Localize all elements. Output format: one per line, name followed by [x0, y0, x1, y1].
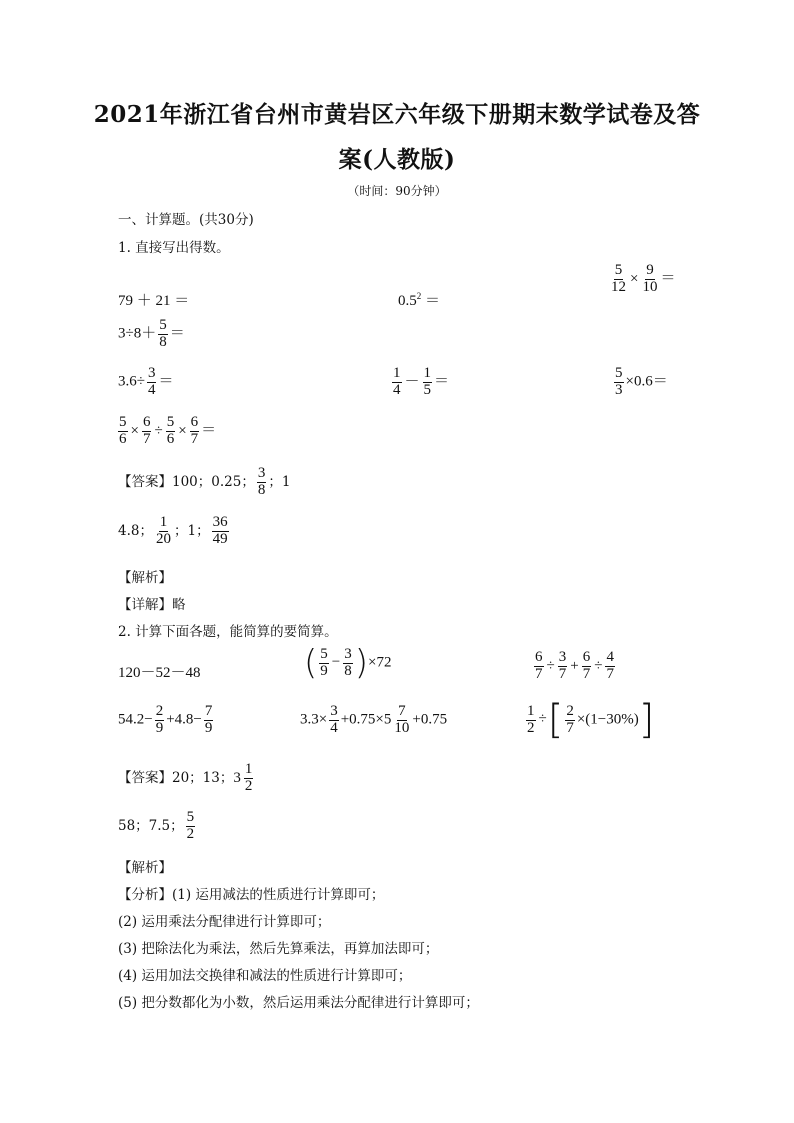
denominator: 2: [186, 825, 195, 842]
denominator: 9: [155, 719, 164, 736]
numerator: 4: [606, 649, 614, 665]
equals-sign: ＝: [434, 373, 450, 390]
expr-middle: +4.8−: [166, 711, 202, 728]
expr-prefix: 3.3×: [300, 711, 328, 728]
q2-expr-4: [118, 704, 215, 737]
expr-prefix: 54.2−: [118, 711, 153, 728]
q2-note-2: (2) 运用乘法分配律进行计算即可；: [118, 914, 331, 930]
fraction: [558, 650, 568, 683]
denominator: 6: [166, 430, 175, 447]
equals-sign: ＝: [660, 270, 676, 287]
fraction: [204, 704, 214, 737]
denominator: 8: [344, 662, 352, 679]
fraction: [423, 366, 433, 399]
right-paren: ): [354, 643, 368, 683]
operator: ÷: [154, 422, 163, 439]
fraction: [392, 366, 402, 399]
q2-note-4: (4) 运用加法交换律和减法的性质进行计算即可；: [118, 968, 412, 984]
numerator: 1: [527, 702, 535, 719]
q2-expr-2: [304, 643, 392, 683]
q2-expr-6: [524, 697, 655, 743]
q1-expr-2-exp: 2: [416, 291, 422, 301]
q1-expr-2: [398, 289, 440, 310]
numerator: 6: [535, 649, 543, 665]
operator: −: [331, 654, 341, 671]
fraction: [257, 466, 267, 499]
fraction: [393, 704, 410, 737]
operator: +: [570, 657, 579, 674]
numerator: 3: [344, 645, 352, 662]
q1-answer-line2: [118, 515, 231, 548]
numerator: 3: [558, 649, 567, 665]
right-bracket: ]: [638, 697, 655, 743]
denominator: 20: [155, 530, 171, 547]
expr-suffix: ×72: [368, 654, 392, 671]
left-bracket: [: [547, 697, 564, 743]
question-1-prompt: 1. 直接写出得数。: [118, 240, 230, 256]
denominator: 7: [606, 665, 614, 682]
fraction: [142, 415, 152, 448]
q2-answer-line2: [118, 810, 197, 843]
q1-expr-2-eq: ＝: [421, 293, 441, 309]
denominator: 7: [566, 719, 574, 736]
denominator: 7: [190, 430, 199, 447]
fraction: [166, 415, 176, 448]
numerator: 5: [320, 645, 328, 662]
denominator: 7: [558, 665, 567, 682]
fraction: [534, 650, 544, 683]
expr-middle: +0.75×5: [340, 711, 392, 728]
operator: ×: [178, 422, 187, 439]
expr-prefix: 3.6÷: [118, 373, 145, 390]
q2-note-3: (3) 把除法化为乘法，然后先算乘法，再算加法即可；: [118, 941, 439, 957]
expr-suffix: +0.75: [412, 711, 448, 728]
q1-expr-5: [118, 366, 174, 399]
denominator: 2: [527, 719, 535, 736]
fraction: [610, 263, 627, 296]
denominator: 49: [212, 530, 228, 547]
q1-detail: 【详解】略: [118, 597, 186, 613]
answer-values: 20；13；: [172, 769, 234, 786]
denominator: 7: [582, 665, 591, 682]
numerator: 7: [398, 703, 406, 719]
q1-expr-7: [612, 366, 668, 399]
numerator: 6: [582, 649, 591, 665]
fraction: [244, 762, 254, 795]
fraction: [526, 704, 536, 737]
numerator: 3: [257, 465, 266, 481]
denominator: 6: [119, 430, 127, 447]
denominator: 4: [330, 719, 338, 736]
denominator: 5: [423, 381, 432, 398]
q2-note-5: (5) 把分数都化为小数，然后运用乘法分配律进行计算即可；: [118, 995, 479, 1011]
q1-expr-1: 79 ＋ 21 ＝: [118, 293, 190, 309]
fraction: [565, 704, 575, 737]
numerator: 5: [166, 414, 175, 430]
document-title-line2: 案(人教版): [338, 146, 456, 173]
answer-values: 100；0.25；: [172, 473, 255, 490]
denominator: 4: [393, 381, 401, 398]
numerator: 5: [186, 809, 195, 825]
q1-expr-4: [118, 318, 185, 351]
fraction: [158, 318, 168, 351]
numerator: 1: [423, 365, 432, 381]
fraction: [186, 810, 196, 843]
answer-values: 58；7.5；: [118, 817, 184, 834]
mixed-number: [233, 762, 255, 795]
numerator: 36: [212, 514, 228, 530]
operator: ×: [130, 422, 139, 439]
whole-part: 3: [233, 769, 241, 786]
answer-label: 【答案】: [118, 769, 172, 786]
numerator: 5: [615, 365, 623, 381]
q2-answer-line1: [118, 762, 255, 795]
numerator: 3: [147, 365, 156, 381]
denominator: 7: [535, 665, 543, 682]
numerator: 5: [614, 262, 623, 278]
denominator: 7: [142, 430, 151, 447]
section-heading: 一、计算题。(共30分): [118, 212, 254, 228]
document-title-line1: 2021年浙江省台州市黄岩区六年级下册期末数学试卷及答: [93, 101, 701, 128]
equals-sign: ＝: [201, 422, 217, 439]
numerator: 1: [244, 761, 253, 777]
denominator: 10: [394, 719, 410, 736]
left-paren: (: [304, 643, 318, 683]
fraction: [582, 650, 592, 683]
q2-analysis-label: 【解析】: [118, 860, 172, 876]
denominator: 9: [320, 662, 328, 679]
fraction: [155, 515, 172, 548]
expr-suffix: ×(1−30%): [576, 711, 639, 728]
q2-expr-5: [300, 704, 447, 737]
fraction: [605, 650, 615, 683]
question-2-prompt: 2. 计算下面各题，能简算的要简算。: [118, 624, 338, 640]
equals-sign: ＝: [169, 325, 185, 342]
fraction: [641, 263, 658, 296]
expr-suffix: ×0.6＝: [625, 373, 668, 390]
expr-prefix: 3÷8＋: [118, 325, 157, 342]
numerator: 5: [159, 317, 167, 333]
q2-expr-3: [532, 650, 617, 683]
numerator: 2: [155, 703, 164, 719]
fraction: [319, 647, 329, 680]
operator: ÷: [594, 657, 603, 674]
answer-values: ；1；: [173, 522, 210, 539]
fraction: [212, 515, 229, 548]
numerator: 9: [646, 262, 654, 278]
fraction: [329, 704, 339, 737]
numerator: 3: [330, 703, 338, 719]
numerator: 7: [204, 703, 213, 719]
q1-analysis-label: 【解析】: [118, 570, 172, 586]
q1-expr-8: [116, 415, 216, 448]
operator: ÷: [538, 711, 547, 728]
denominator: 3: [615, 381, 623, 398]
answer-values: ；1: [268, 473, 291, 490]
numerator: 2: [566, 702, 574, 719]
answer-label: 【答案】: [118, 473, 172, 490]
fraction: [614, 366, 624, 399]
fraction: [147, 366, 157, 399]
fraction: [155, 704, 165, 737]
denominator: 8: [257, 481, 266, 498]
q2-expr-1: 120－52－48: [118, 665, 201, 681]
q1-answer-line1: [118, 466, 290, 499]
q1-expr-3: [608, 263, 675, 296]
numerator: 6: [190, 414, 199, 430]
q1-expr-2-base: 0.5: [398, 293, 417, 309]
numerator: 1: [159, 514, 168, 530]
fraction: [190, 415, 200, 448]
answer-values: 4.8；: [118, 522, 153, 539]
numerator: 5: [119, 414, 127, 430]
numerator: 6: [142, 414, 151, 430]
equals-sign: ＝: [158, 373, 174, 390]
fraction: [343, 647, 353, 680]
denominator: 10: [642, 278, 658, 295]
exam-time: （时间：90分钟）: [347, 184, 447, 198]
denominator: 2: [244, 777, 253, 794]
operator: －: [404, 373, 420, 390]
q2-note-1: 【分析】(1) 运用减法的性质进行计算即可；: [118, 887, 385, 903]
denominator: 9: [204, 719, 213, 736]
operator: ×: [630, 270, 639, 287]
denominator: 4: [147, 381, 156, 398]
denominator: 12: [611, 278, 626, 295]
operator: ÷: [546, 657, 555, 674]
numerator: 1: [393, 365, 401, 381]
q1-expr-6: [390, 366, 449, 399]
fraction: [118, 415, 128, 448]
denominator: 8: [159, 333, 167, 350]
